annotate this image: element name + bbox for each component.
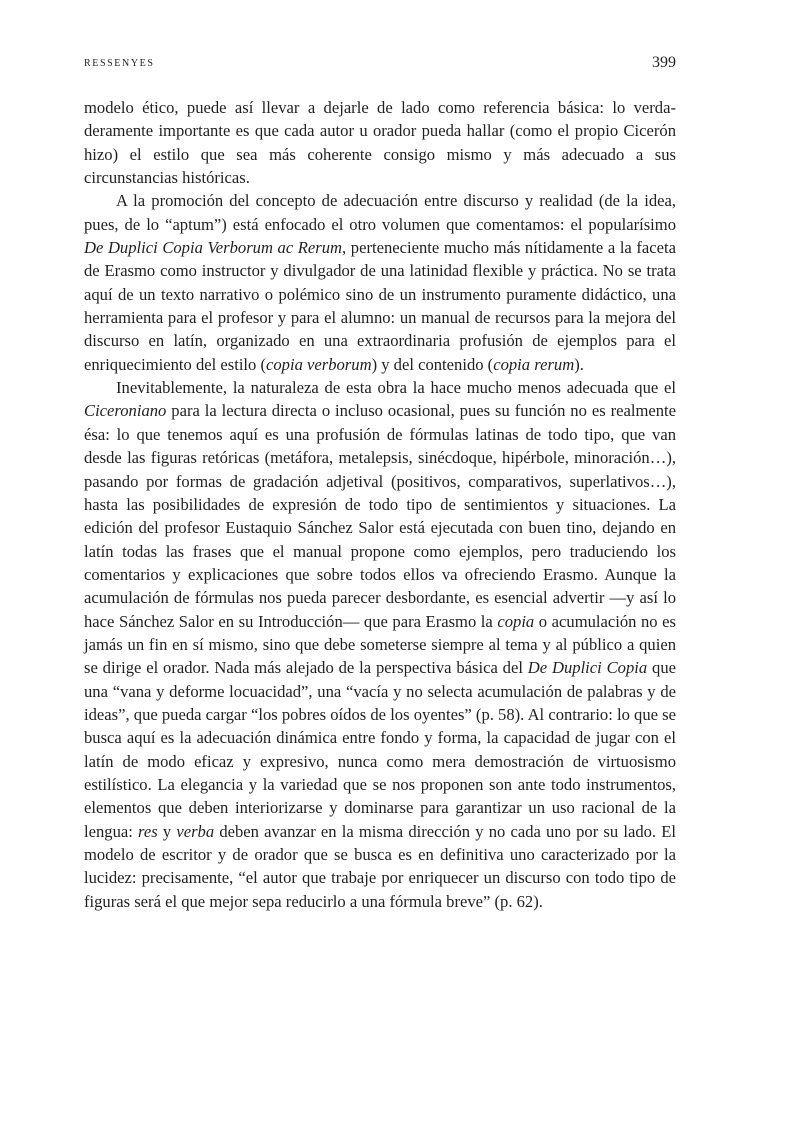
paragraph xyxy=(84,376,676,913)
paragraph xyxy=(84,96,676,189)
running-head xyxy=(84,56,676,76)
text-run: para la lectura directa o incluso ocasional, pues su función no es realmente ésa: lo que tenemos aquí es una profusión de fórmulas latinas de todo tipo, que van desde las figuras retóricas (metáfora, metalepsis, sinécdoque, hipérbole, minoración…), pasando por formas de gradación adjetival (positivos, comparativos, superlativos…), hasta las posibilidades de expresión de todo tipo de sentimientos y situaciones. La edición del profesor Eustaquio Sánchez Salor está ejecutada con buen tino, dejando en latín todas las frases que el manual propone como ejemplos, pero traduciendo los comentarios y explicaciones que sobre todos ellos va ofreciendo Erasmo. Aunque la acumulación de fórmulas nos pueda parecer desbordante, es esencial advertir —y así lo hace Sánchez Salor en su Introducción— que para Erasmo la xyxy=(84,401,676,631)
italic-text: copia verborum xyxy=(266,354,372,374)
page-number: 399 xyxy=(652,54,676,71)
italic-text: Ciceroniano xyxy=(84,401,167,421)
italic-text: copia rerum xyxy=(493,354,575,374)
italic-text: De Duplici Copia xyxy=(527,658,648,678)
text-run: Inevitablemente, la naturaleza de esta obra la hace mucho menos adecuada que el xyxy=(116,378,676,398)
italic-text: copia xyxy=(497,611,535,631)
text-run: deben avanzar en la misma dirección y no cada uno por su lado. El modelo de escritor y de orador que se busca es en definitiva uno caracterizado por la lucidez: precisamente, “el autor que trabaje por enriquecer un discurso con todo tipo de figuras será el que mejor sepa reducirlo a una fórmula breve” (p. 62). xyxy=(84,821,676,911)
italic-text: res xyxy=(138,821,158,841)
text-run: ) y del contenido ( xyxy=(371,354,494,374)
paragraph xyxy=(84,189,676,376)
text-run: y xyxy=(157,821,177,841)
text-run: o acumulación no es jamás un fin en sí mismo, sino que debe someterse siempre al tema y al público a quien se dirige el orador. Nada más alejado de la perspectiva básica del xyxy=(84,611,676,678)
text-run: , perteneciente mucho más nítidamente a la faceta de Erasmo como instructor y divulgador de una latinidad flexible y práctica. No se trata aquí de un texto narrativo o polémico sino de un instrumento puramente didáctico, una herramienta para el profesor y para el alumno: un manual de recursos para la mejora del discurso en latín, organizado en una extraordinaria profusión de ejemplos para el enriquecimiento del estilo ( xyxy=(84,238,676,374)
text-run: ). xyxy=(574,354,584,374)
section-title: RESSENYES xyxy=(84,58,155,69)
body-text xyxy=(84,96,676,913)
italic-text: verba xyxy=(176,821,215,841)
text-run: que una “vana y deforme locuacidad”, una “vacía y no selecta acumulación de palabras y de ideas”, que pueda cargar “los pobres oídos de los oyentes” (p. 58). Al contrario: lo que se busca aquí es la adecuación dinámica entre fondo y forma, la capacidad de jugar con el latín de modo eficaz y expresivo, nunca como mera demostración de virtuosismo estilístico. La elegancia y la variedad que se nos proponen son ante todo instrumentos, elementos que deben interiorizarse y dominarse para garantizar un uso racional de la lengua: xyxy=(84,658,676,841)
text-run: modelo ético, puede así llevar a dejarle de lado como referencia básica: lo verdaderamente importante es que cada autor u orador pueda hallar (como el propio Cicerón hizo) el estilo que sea más coherente consigo mismo y más adecuado a sus circunstancias históricas. xyxy=(84,98,676,188)
text-run: A la promoción del concepto de adecuación entre discurso y realidad (de la idea, pues, de lo “aptum”) está enfocado el otro volumen que comentamos: el popularísimo xyxy=(84,191,676,234)
italic-text: De Duplici Copia Verborum ac Rerum xyxy=(84,238,343,258)
